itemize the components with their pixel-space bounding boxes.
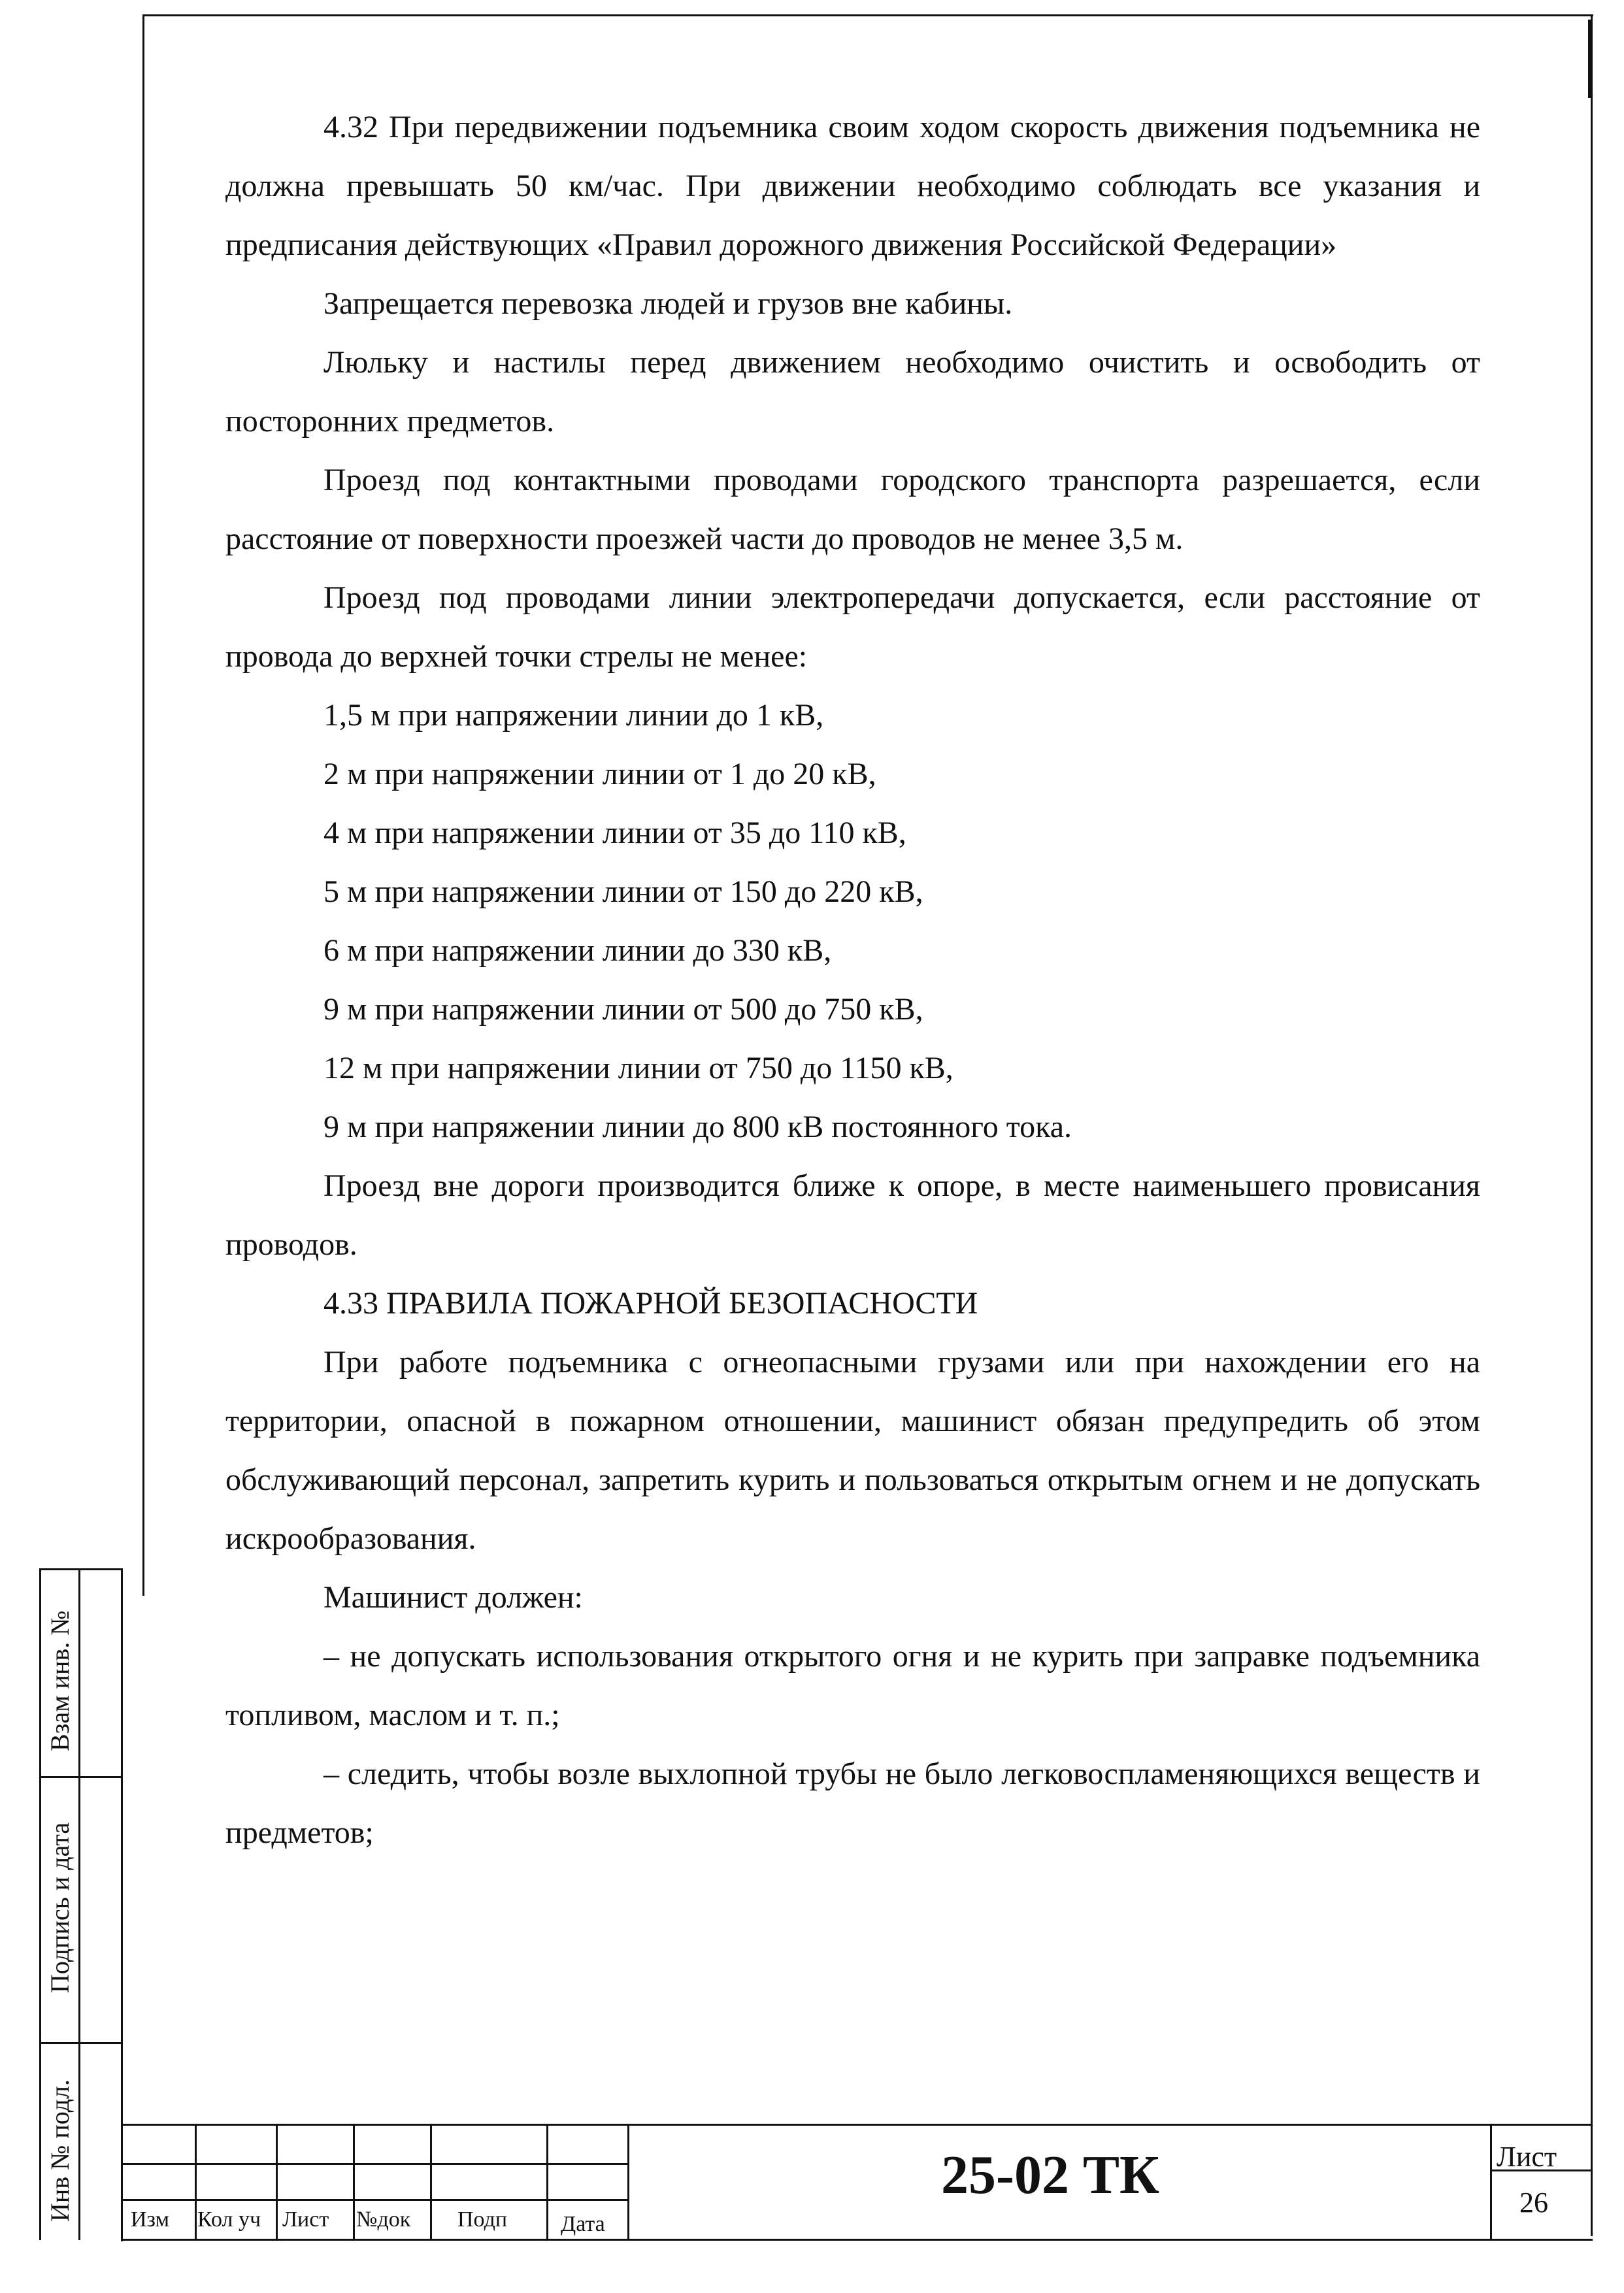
section-heading-4-33: 4.33 ПРАВИЛА ПОЖАРНОЙ БЕЗОПАСНОСТИ xyxy=(323,1286,978,1321)
title-block-line xyxy=(353,2124,355,2240)
paragraph-offroad: Проезд вне дороги производится ближе к опоре, в месте наименьшего провисания проводов. xyxy=(225,1168,1480,1262)
label-izm: Изм xyxy=(131,2207,170,2232)
list-item: 12 м при напряжении линии от 750 до 1150 кВ, xyxy=(323,1051,953,1085)
frame-left-border-lower xyxy=(121,1568,123,2241)
frame-left-border xyxy=(142,14,144,1596)
paragraph-clear-platform: Люльку и настилы перед движением необходимо очистить и освободить от посторонних предметов. xyxy=(225,345,1480,438)
list-item: 6 м при напряжении линии до 330 кВ, xyxy=(323,933,832,968)
list-item: 1,5 м при напряжении линии до 1 кВ, xyxy=(323,698,824,733)
title-block-line xyxy=(121,2163,627,2165)
title-block-line xyxy=(195,2124,197,2240)
paragraph-4-32: 4.32 При передвижении подъемника своим ходом скорость движения подъемника не должна превышать 50 км/час. При движении необходимо соблюдать все указания и предписания действующих «Правил дорожного движения Российской Федерации» xyxy=(225,110,1480,262)
label-ndok: №док xyxy=(356,2207,411,2232)
sidebar-label-vzam: Взам инв. № xyxy=(45,1610,75,1751)
document-body xyxy=(225,98,1480,1862)
label-kol-uch: Кол уч xyxy=(197,2207,261,2232)
frame-right-border xyxy=(1591,14,1593,2236)
title-block-line xyxy=(430,2124,432,2240)
paragraph-no-open-fire: – не допускать использования открытого огня и не курить при заправке подъемника топливом, маслом и т. п.; xyxy=(225,1639,1480,1732)
label-list: Лист xyxy=(282,2207,329,2232)
paragraph-power-lines: Проезд под проводами линии электропередачи допускается, если расстояние от провода до верхней точки стрелы не менее: xyxy=(225,580,1480,674)
sheet-number: 26 xyxy=(1519,2186,1548,2219)
list-item: 5 м при напряжении линии от 150 до 220 кВ, xyxy=(323,874,923,909)
frame-top-border xyxy=(142,14,1593,16)
list-item: 4 м при напряжении линии от 35 до 110 кВ, xyxy=(323,816,906,850)
title-block-line xyxy=(1490,2124,1492,2240)
list-item: 2 м при напряжении линии от 1 до 20 кВ, xyxy=(323,757,876,791)
paragraph-exhaust-pipe: – следить, чтобы возле выхлопной трубы не было легковоспламеняющихся веществ и предметов; xyxy=(225,1757,1480,1850)
paragraph-contact-wires: Проезд под контактными проводами городского транспорта разрешается, если расстояние от поверхности проезжей части до проводов не менее 3,5 м. xyxy=(225,463,1480,556)
label-data: Дата xyxy=(561,2212,605,2236)
list-item: 9 м при напряжении линии до 800 кВ постоянного тока. xyxy=(323,1110,1072,1144)
sidebar-line xyxy=(39,1568,123,1570)
title-block-line xyxy=(546,2124,548,2240)
sidebar-line xyxy=(78,1568,80,2240)
paragraph-no-transport: Запрещается перевозка людей и грузов вне кабины. xyxy=(323,286,1013,321)
sidebar-label-inv: Инв № подл. xyxy=(45,2079,75,2222)
sidebar-line xyxy=(39,1568,41,2240)
title-block-line xyxy=(276,2124,278,2240)
title-block-line xyxy=(627,2124,629,2240)
title-block-line xyxy=(121,2124,1593,2126)
document-code: 25-02 ТК xyxy=(941,2145,1159,2205)
paragraph-operator-must: Машинист должен: xyxy=(323,1580,583,1615)
title-block-line xyxy=(121,2199,627,2201)
list-item: 9 м при напряжении линии от 500 до 750 кВ, xyxy=(323,992,923,1027)
frame-right-mark xyxy=(1588,20,1591,98)
paragraph-fire-hazard: При работе подъемника с огнеопасными грузами или при нахождении его на территории, опасной в пожарном отношении, машинист обязан предупредить об этом обслуживающий персонал, запретить курить и пользоваться открытым огнем и не допускать искрообразования. xyxy=(225,1345,1480,1556)
sheet-label: Лист xyxy=(1497,2141,1557,2173)
sidebar-label-podpis: Подпись и дата xyxy=(45,1822,75,1993)
label-podp: Подп xyxy=(457,2207,508,2232)
sidebar-line xyxy=(39,1776,123,1778)
frame-bottom-border xyxy=(121,2239,1593,2241)
sidebar-line xyxy=(39,2042,123,2044)
